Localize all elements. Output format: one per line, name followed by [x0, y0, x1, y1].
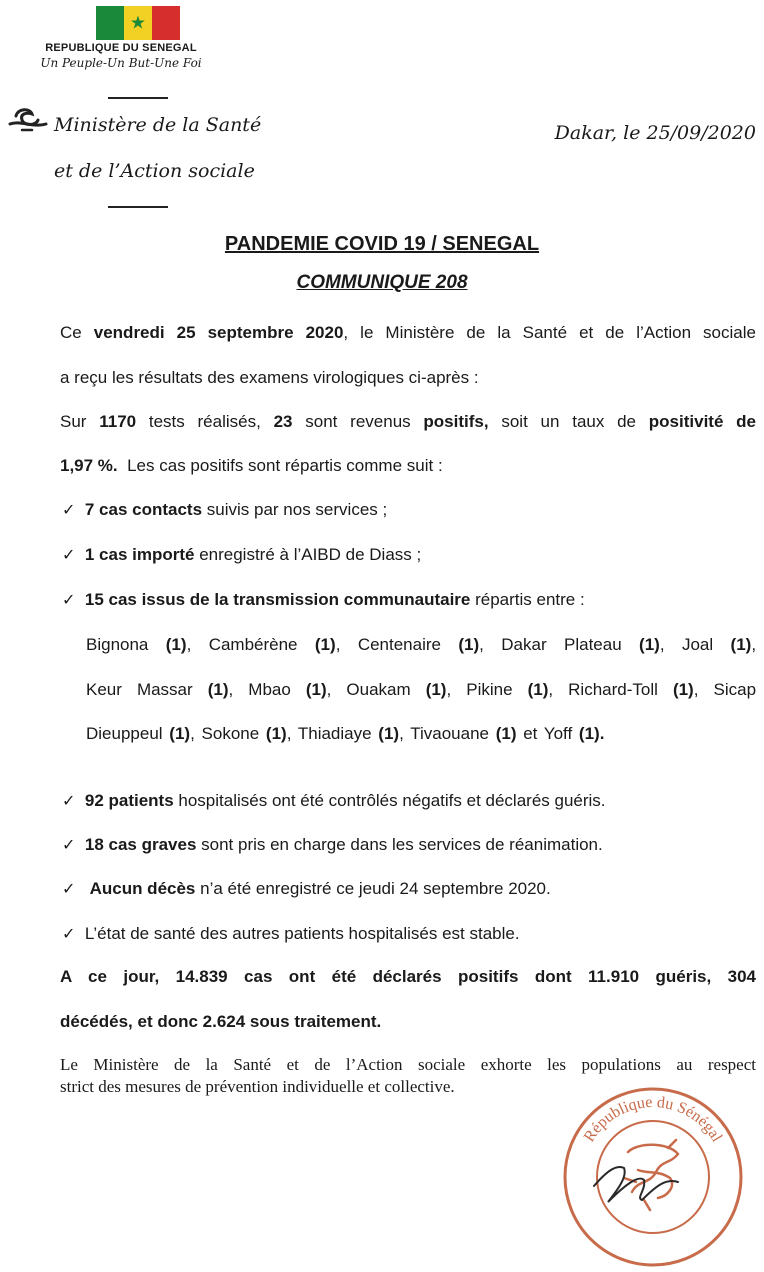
case-item-text: suivis par nos services ;	[202, 500, 388, 519]
status-item-bold: Aucun décès	[89, 879, 196, 898]
republic-name: REPUBLIQUE DU SENEGAL	[45, 42, 197, 54]
positivity-rate: 1,97 %.	[60, 456, 118, 475]
checkmark-icon: ✓	[62, 547, 76, 564]
official-stamp	[558, 1082, 748, 1272]
checkmark-icon: ✓	[62, 592, 76, 609]
checkmark-icon: ✓	[62, 926, 76, 943]
locality: Tivaouane (1) et	[410, 724, 538, 743]
status-item-text: hospitalisés ont été contrôlés négatifs et déclarés guéris.	[173, 791, 606, 810]
case-item-imported	[62, 545, 421, 565]
locality: Sokone (1),	[201, 724, 292, 743]
positive-count: 23	[273, 412, 293, 431]
intro-line-1	[60, 323, 756, 343]
locality: Bignona (1),	[86, 635, 192, 654]
senegal-flag	[96, 6, 180, 40]
checkmark-icon: ✓	[62, 881, 76, 898]
positivity-label: positivité de	[648, 412, 757, 431]
locality: Centenaire (1),	[357, 635, 484, 654]
locality: Richard-Toll (1),	[568, 680, 699, 699]
status-item-text: n’a été enregistré ce jeudi 24 septembre 2020.	[195, 879, 551, 898]
case-item-text: répartis entre :	[470, 590, 585, 609]
case-item-contacts	[62, 500, 387, 520]
summary-line-1: A ce jour, 14.839 cas ont été déclarés positifs dont 11.910 guéris, 304	[60, 967, 756, 986]
positive-label: positifs,	[423, 412, 489, 431]
locality: Ouakam (1),	[346, 680, 452, 699]
locality: Keur Massar (1),	[86, 680, 234, 699]
status-item-text: L’état de santé des autres patients hospitalisés est stable.	[84, 924, 520, 943]
intro-text: tests réalisés,	[136, 412, 274, 431]
checkmark-icon: ✓	[62, 502, 76, 519]
localities-line-1	[86, 635, 756, 655]
case-item-bold: 7 cas contacts	[84, 500, 203, 519]
case-item-bold: 1 cas importé	[84, 545, 195, 564]
closing-line-2: strict des mesures de prévention individuelle et collective.	[60, 1077, 455, 1096]
closing-line-1: Le Ministère de la Santé et de l’Action sociale exhorte les populations au respect	[60, 1055, 756, 1074]
locality: Dakar Plateau (1),	[501, 635, 665, 654]
locality: Cambérène (1),	[208, 635, 341, 654]
flag-band-green	[96, 6, 124, 40]
locality: Pikine (1),	[466, 680, 554, 699]
flag-band-red	[152, 6, 180, 40]
document-title: PANDEMIE COVID 19 / SENEGAL	[224, 233, 540, 255]
case-item-community	[62, 590, 585, 610]
status-item-stable	[62, 924, 520, 944]
status-item-severe	[62, 835, 603, 855]
locality: Joal (1),	[681, 635, 757, 654]
intro-line-2: a reçu les résultats des examens virologiques ci-après :	[60, 368, 479, 387]
case-item-text: enregistré à l’AIBD de Diass ;	[194, 545, 422, 564]
flag-band-yellow	[124, 6, 152, 40]
locality: Mbao (1),	[248, 680, 332, 699]
dateline: Dakar, le 25/09/2020	[554, 122, 756, 144]
flag-star-icon: ★	[129, 12, 147, 33]
status-item-recovered	[62, 791, 606, 811]
intro-text: Sur	[60, 412, 100, 431]
handwritten-signature	[594, 1167, 678, 1202]
ministry-name-line2: et de l’Action sociale	[54, 160, 255, 182]
intro-text: Ce	[60, 323, 94, 342]
intro-text: soit un taux de	[488, 412, 649, 431]
intro-text: , le Ministère de la Santé et de l’Action sociale	[343, 323, 756, 342]
status-item-text: sont pris en charge dans les services de réanimation.	[196, 835, 603, 854]
status-item-bold: 92 patients	[84, 791, 174, 810]
locality: Dieuppeul (1),	[86, 724, 195, 743]
ministry-emblem-icon	[8, 106, 48, 136]
status-item-deaths	[62, 879, 551, 899]
intro-date: vendredi 25 septembre 2020	[93, 323, 344, 342]
intro-line-4	[60, 456, 443, 476]
checkmark-icon: ✓	[62, 837, 76, 854]
intro-line-3	[60, 412, 756, 432]
ministry-name-line1: Ministère de la Santé	[54, 114, 262, 136]
intro-text: Les cas positifs sont répartis comme suit :	[117, 456, 443, 475]
locality: Sicap	[713, 680, 757, 699]
national-motto: Un Peuple-Un But-Une Foi	[40, 56, 202, 70]
communique-number: COMMUNIQUE 208	[296, 272, 468, 293]
status-item-bold: 18 cas graves	[84, 835, 197, 854]
locality: Yoff (1).	[543, 724, 605, 743]
localities-line-2	[86, 680, 756, 700]
checkmark-icon: ✓	[62, 793, 76, 810]
tests-count: 1170	[99, 412, 137, 431]
header-divider-bottom	[108, 206, 168, 208]
localities-line-3	[86, 724, 604, 744]
intro-text: sont revenus	[292, 412, 424, 431]
case-item-bold: 15 cas issus de la transmission communautaire	[84, 590, 471, 609]
summary-line-2: décédés, et donc 2.624 sous traitement.	[60, 1012, 382, 1031]
locality: Thiadiaye (1),	[297, 724, 404, 743]
header-divider-top	[108, 97, 168, 99]
stamp-text: République du Sénégal	[580, 1093, 726, 1146]
